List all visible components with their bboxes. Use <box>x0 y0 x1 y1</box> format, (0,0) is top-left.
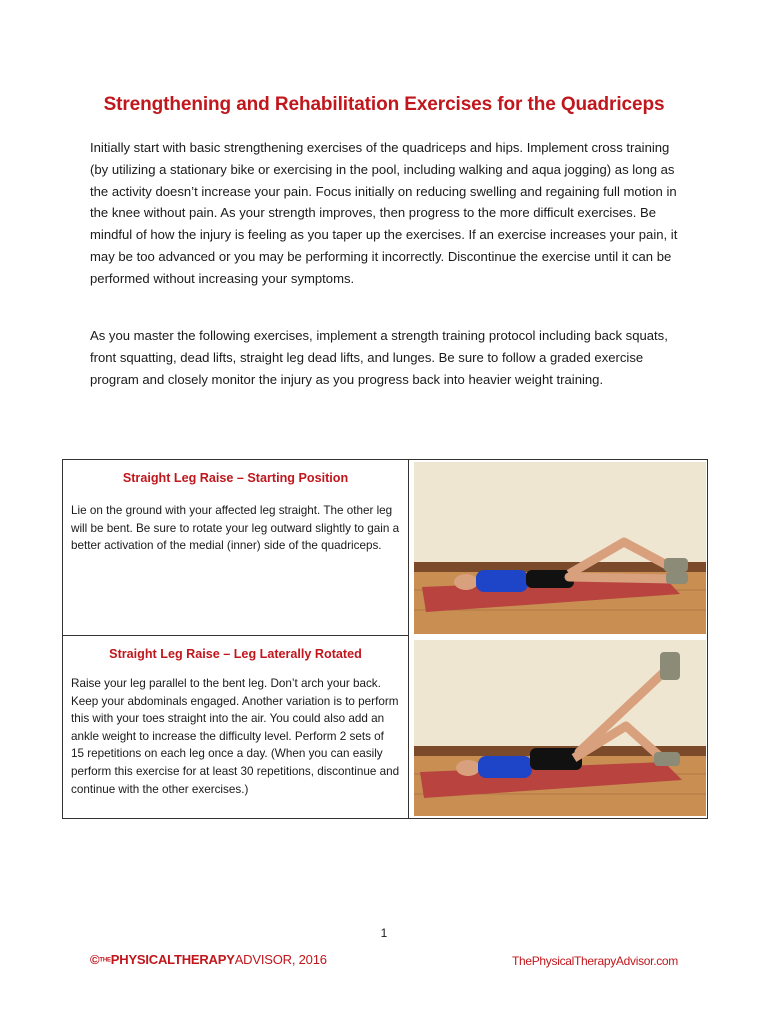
copyright-symbol: © <box>90 952 100 967</box>
exercise-cell-starting-position <box>63 460 409 636</box>
brand-logo <box>90 952 327 967</box>
brand-year: , 2016 <box>291 952 327 967</box>
brand-name-bold: PHYSICALTHERAPY <box>110 952 235 967</box>
intro-paragraph: Initially start with basic strengthening exercises of the quadriceps and hips. Implement cross training (by utilizing a stationary bike or exercising in the pool, including walking and aqua jogging) as long as the activity doesn’t increase your pain. Focus initially on reducing swelling and regaining full motion in the knee without pain. As your strength improves, then progress to the more difficult exercises. Be mindful of how the injury is feeling as you taper up the exercises. If an exercise increases your pain, it may be too advanced or you may be performing it incorrectly. Discontinue the exercise until it can be performed without increasing your symptoms. <box>90 140 678 286</box>
brand-the: THE <box>99 957 111 964</box>
exercise-description: Raise your leg parallel to the bent leg. Don’t arch your back. Keep your abdominals engaged. Another variation is to perform this with your toes straight into the air. You could also add an ankle weight to increase the difficulty level. Perform 2 sets of 15 repetitions on each leg once a day. (When you can easily perform this exercise for at least 30 repetitions, discontinue and continue with the other exercises.) <box>71 677 400 796</box>
page-number: 1 <box>380 926 388 940</box>
exercise-title: Straight Leg Raise – Leg Laterally Rotated <box>109 647 362 661</box>
website-link[interactable]: ThePhysicalTherapyAdvisor.com <box>511 954 678 968</box>
person-leg-raised-photo <box>414 640 706 816</box>
document-title: Strengthening and Rehabilitation Exercises for the Quadriceps <box>103 94 665 115</box>
training-paragraph: As you master the following exercises, implement a strength training protocol including back squats, front squatting, dead lifts, straight leg dead lifts, and lunges. Be sure to follow a graded exercise program and closely monitor the injury as you progress back into heavier weight training. <box>90 328 668 387</box>
exercise-description: Lie on the ground with your affected leg straight. The other leg will be bent. Be sure to rotate your leg outward slightly to gain a better activation of the medial (inner) side of the quadriceps. <box>71 504 400 553</box>
exercise-cell-leg-rotated <box>63 636 409 818</box>
exercise-table <box>62 459 708 819</box>
exercise-title: Straight Leg Raise – Starting Position <box>122 471 349 485</box>
brand-name-thin: ADVISOR <box>234 952 292 967</box>
person-lying-supine-photo <box>414 462 706 634</box>
